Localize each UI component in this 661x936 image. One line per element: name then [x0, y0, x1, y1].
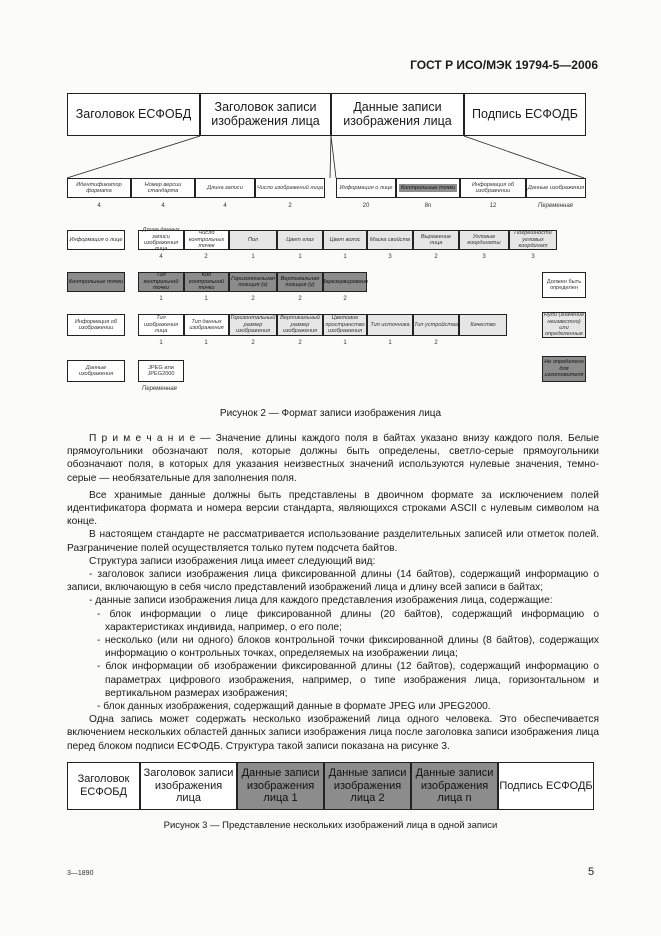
hdr-size-2: 4: [161, 203, 165, 209]
list-item-4: - несколько (или ни одного) блоков контрольной точки фиксированной длины (8 байтов), содержащих информацию о контрольных точках, определяемых на изображении лица;: [97, 635, 599, 660]
fig3-box-5: Данные записи изображения лица n: [411, 762, 498, 810]
paragraph-4: Одна запись может содержать несколько изображений лица одного человека. Это обеспечивается включением нескольких областей данных записи изображения лица после заголовка записи изображения лица перед блоком подписи ЕСФОДБ. Структура такой записи показана на рисунке 3.: [67, 714, 599, 752]
row1-field-8: Угловые координаты: [459, 230, 509, 250]
note-label: П р и м е ч а н и е —: [89, 433, 211, 444]
list-item-5: - блок информации об изображении фиксированной длины (12 байтов), содержащий информацию о параметрах цифрового изображения, например, о типе изображения лица, горизонтальном и вертикальном размерах изображения;: [97, 661, 599, 699]
paragraph-2: В настоящем стандарте не рассматривается использование разделительных записей или отметок полей. Разграничение полей осуществляется только путем подсчета байтов.: [67, 529, 599, 554]
footer-code: 3—1890: [67, 870, 94, 877]
row1-field-2: Число контрольных точек: [184, 230, 229, 250]
data-size-4: Переменная: [538, 203, 573, 209]
row1-size-3: 1: [251, 254, 255, 260]
row3-field-5: Цветовое пространство изображения: [323, 314, 367, 336]
data-size-1: 20: [362, 203, 370, 209]
row3-field-1: Тип изображения лица: [138, 314, 184, 336]
list-item-6: - блок данных изображения, содержащий данные в формате JPEG или JPEG2000.: [97, 701, 491, 713]
row2-field-2: Код контрольной точки: [184, 272, 229, 292]
data-size-2: 8n: [424, 203, 432, 209]
row3-field-7: Тип устройства: [413, 314, 459, 336]
row4-field: JPEG или JPEG2000: [138, 360, 184, 382]
list-item-2: - данные записи изображения лица для каждого представления изображения лица, содержащие:: [89, 595, 553, 607]
row1-field-5: Цвет волос: [323, 230, 367, 250]
note-text: Значение длины каждого поля в байтах указано внизу каждого поля. Белые прямоугольники обозначают поля, которые должны быть определены, светло-серые прямоугольники обозначают поля, в которых для указания неизвестных значений используются нулевые значения, темно-серые — необязательные для заполнения поля.: [67, 433, 600, 484]
row2-field-1: Тип контрольной точки: [138, 272, 184, 292]
data-field-4: Данные изображения: [526, 178, 586, 198]
row3-size-6: 1: [388, 340, 392, 346]
row1-size-5: 1: [343, 254, 347, 260]
row2-label: Контрольные точки: [67, 272, 125, 292]
row4-size: Переменная: [142, 386, 177, 392]
body-text: [67, 432, 599, 753]
row1-size-8: 3: [482, 254, 486, 260]
hdr-field-1: Идентификатор формата: [67, 178, 131, 198]
hdr-field-3: Длина записи: [195, 178, 255, 198]
hdr-size-4: 2: [288, 203, 292, 209]
row2-field-3: Горизонтальная позиция (x): [229, 272, 277, 292]
row1-field-6: Маска свойств: [367, 230, 413, 250]
row3-field-3: Горизонтальный размер изображения: [230, 315, 276, 335]
hdr-field-4: Число изображений лица: [255, 178, 325, 198]
list-item-1: - заголовок записи изображения лица фиксированной длины (14 байтов), содержащий информацию о записи, включающую в себя число представлений изображений лица и длину всей записи в байтах;: [67, 569, 599, 594]
row1-size-7: 2: [434, 254, 438, 260]
row1-field-9: Погрешности угловых координат: [509, 230, 557, 250]
data-field-3: Информация об изображении: [460, 178, 526, 198]
figure-3-caption: Рисунок 3 — Представление нескольких изображений лица в одной записи: [163, 820, 498, 831]
row1-size-6: 3: [388, 254, 392, 260]
row3-size-1: 1: [159, 340, 163, 346]
row2-size-1: 1: [159, 296, 163, 302]
row1-field-4: Цвет глаз: [277, 230, 323, 250]
data-field-2-label: Контрольные точки: [400, 184, 456, 191]
row1-field-7: Выражение лица: [413, 230, 459, 250]
top-box-4: Подпись ЕСФОДБ: [464, 93, 586, 136]
paragraph-3: Структура записи изображения лица имеет следующий вид:: [89, 555, 376, 567]
row1-field-3: Пол: [229, 230, 277, 250]
list-item-3: - блок информации о лице фиксированной длины (20 байтов), содержащий информацию о характеристиках индивида, например, о его поле;: [97, 608, 599, 633]
row3-size-2: 1: [204, 340, 208, 346]
row1-field-1: Длина данных записи изображения лица: [138, 230, 184, 250]
row1-size-4: 1: [298, 254, 302, 260]
fig3-box-1: Заголовок ЕСФОБД: [67, 762, 140, 810]
fig3-box-3: Данные записи изображения лица 1: [237, 762, 324, 810]
row2-size-5: 2: [343, 296, 347, 302]
row2-size-2: 1: [204, 296, 208, 302]
row1-label: Информация о лице: [67, 230, 125, 250]
row3-size-4: 2: [298, 340, 302, 346]
row3-field-4: Вертикальный размер изображения: [277, 314, 323, 336]
row3-size-3: 2: [251, 340, 255, 346]
row3-size-5: 1: [343, 340, 347, 346]
hdr-size-3: 4: [223, 203, 227, 209]
row3-size-7: 2: [434, 340, 438, 346]
fig3-box-6: Подпись ЕСФОДБ: [498, 762, 594, 810]
data-field-2: [396, 178, 460, 198]
row4-label: Данные изображения: [67, 360, 125, 382]
note-paragraph: [67, 432, 599, 485]
fig3-box-4: Данные записи изображения лица 2: [324, 762, 411, 810]
document-header: ГОСТ Р ИСО/МЭК 19794-5—2006: [410, 58, 598, 72]
paragraph-1: Все хранимые данные должны быть представлены в двоичном формате за исключением полей идентификатора формата и номера версии стандарта, являющихся строками ASCII с нулевым символом на конце.: [67, 489, 599, 528]
row2-size-3: 2: [251, 296, 255, 302]
row2-field-4: Вертикальная позиция (y): [277, 272, 323, 292]
fig3-box-2: Заголовок записи изображения лица: [140, 762, 237, 810]
row3-field-2: Тип данных изображения: [184, 314, 229, 336]
row1-size-9: 3: [531, 254, 535, 260]
row1-size-1: 4: [159, 254, 163, 260]
data-size-3: 12: [489, 203, 497, 209]
row4-right-note: Не определено для изготовителя: [542, 356, 586, 382]
figure-2-caption: Рисунок 2 — Формат записи изображения лица: [219, 408, 442, 419]
page-number: 5: [588, 866, 595, 878]
row3-field-6: Тип источника: [367, 314, 413, 336]
top-box-3: Данные записи изображения лица: [331, 93, 464, 136]
hdr-size-1: 4: [97, 203, 101, 209]
top-box-1: Заголовок ЕСФОБД: [67, 93, 200, 136]
row3-field-8: Качество: [459, 314, 507, 336]
row2-field-5: Зарезервировано: [323, 272, 367, 292]
top-box-2: Заголовок записи изображения лица: [200, 93, 331, 136]
data-field-1: Информация о лице: [336, 178, 396, 198]
hdr-field-2: Номер версии стандарта: [131, 178, 195, 198]
row1-size-2: 2: [204, 254, 208, 260]
row3-right-note: Нули (значение неизвестно) или определенные: [543, 312, 585, 338]
row2-right-note: Должен быть определен: [542, 272, 586, 298]
row3-label: Информация об изображении: [67, 314, 125, 336]
row2-size-4: 2: [298, 296, 302, 302]
